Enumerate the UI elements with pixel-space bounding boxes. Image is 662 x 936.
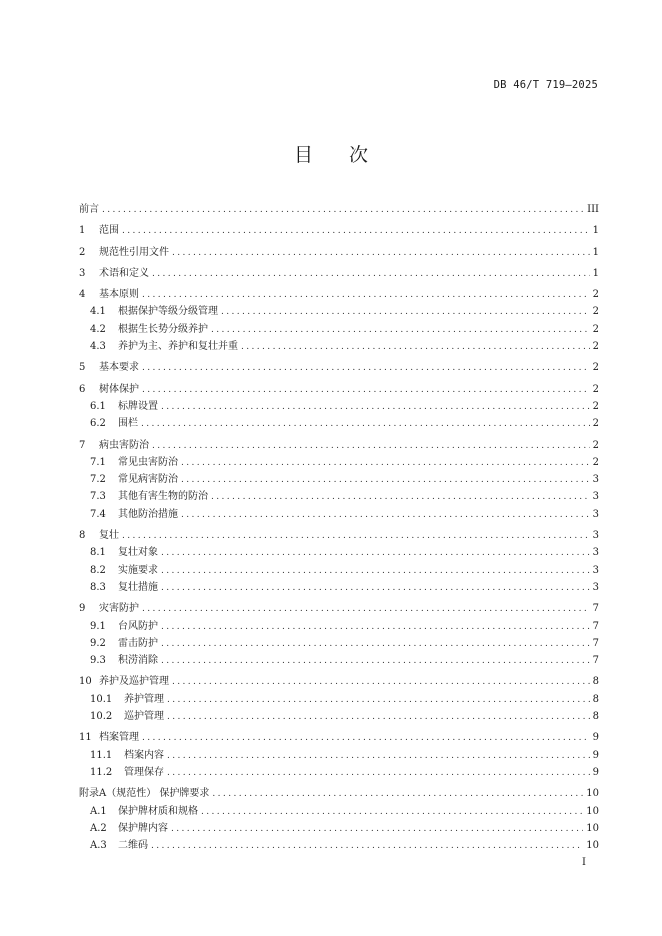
toc-dot-leader [141,416,590,433]
toc-entry[interactable] [79,244,599,261]
toc-entry-title: 围栏 [118,418,138,430]
toc-entry-number: A.3 [90,840,107,852]
toc-dot-leader [221,304,590,321]
toc-entry[interactable] [79,747,599,764]
toc-entry-number: 11.1 [90,749,113,761]
toc-entry-title: 管理保存 [124,766,164,778]
toc-entry-page: 3 [592,491,599,503]
toc-entry-title: 二维码 [118,840,148,852]
toc-entry[interactable] [79,729,599,746]
toc-entry-title: 积涝消除 [118,655,158,667]
toc-dot-leader [151,838,583,855]
toc-entry[interactable] [79,785,599,802]
toc-entry-title: 复壮措施 [118,581,158,593]
toc-entry-page: 3 [592,581,599,593]
toc-entry[interactable] [79,837,599,854]
page-number: I [582,857,586,868]
toc-entry-title: 养护管理 [124,693,164,705]
toc-dot-leader [161,653,590,670]
toc-entry-page: III [587,204,599,215]
toc-entry-title: 范围 [99,225,119,237]
toc-dot-leader [181,507,590,524]
toc-entry-page: 2 [592,400,599,412]
toc-entry-title: 复壮 [99,530,119,542]
toc-entry-title: 实施要求 [118,564,158,576]
toc-entry-page: 8 [592,711,599,723]
toc-entry-title: 术语和定义 [99,267,149,279]
toc-entry[interactable] [79,708,599,725]
toc-entry-page: 9 [592,732,599,744]
toc-entry-title: 标牌设置 [118,400,158,412]
toc-entry-page: 3 [592,530,599,542]
toc-entry[interactable] [79,265,599,282]
toc-dot-leader [161,545,590,562]
toc-entry-page: 1 [592,225,599,237]
toc-entry-number: 7.3 [90,491,106,503]
toc-entry-page: 2 [592,323,599,335]
toc-entry[interactable] [79,652,599,669]
toc-entry-title: 保护牌材质和规格 [118,805,198,817]
toc-entry-number: 2 [79,246,86,258]
toc-entry-number: 4.2 [90,323,106,335]
toc-entry-page: 10 [586,788,599,800]
toc-entry-number: 9.1 [90,620,106,632]
toc-dot-leader [181,472,590,489]
toc-entry-page: 3 [592,564,599,576]
toc-entry[interactable] [79,803,599,820]
toc-entry-title: 其他防治措施 [118,508,178,520]
toc-entry[interactable] [79,488,599,505]
toc-entry[interactable] [79,454,599,471]
toc-entry-title: 保护牌内容 [118,822,168,834]
toc-entry-number: 9.3 [90,655,106,667]
toc-entry-number: 4 [79,289,86,301]
toc-entry-title: 病虫害防治 [99,439,149,451]
toc-entry-page: 10 [586,805,599,817]
toc-entry[interactable] [79,437,599,454]
toc-entry-title: 树体保护 [99,383,139,395]
toc-entry-number: 6.2 [90,418,106,430]
toc-entry-page: 2 [592,383,599,395]
table-of-contents [79,201,599,854]
toc-entry-page: 7 [592,603,599,615]
toc-entry[interactable] [79,618,599,635]
toc-entry-page: 2 [592,418,599,430]
toc-entry-page: 8 [592,693,599,705]
toc-entry-number: 10.1 [90,693,113,705]
toc-entry[interactable] [79,286,599,303]
toc-entry-page: 8 [592,676,599,688]
toc-entry-number: 7.4 [90,508,106,520]
toc-entry[interactable] [79,506,599,523]
toc-entry-number: 10.2 [90,711,113,723]
toc-entry-title: 前言 [79,204,99,215]
toc-entry-number: 7 [79,439,86,451]
toc-entry[interactable] [79,321,599,338]
document-code: DB 46/T 719—2025 [493,79,598,91]
toc-entry-page: 2 [592,362,599,374]
toc-entry[interactable] [79,820,599,837]
toc-entry-title: 基本要求 [99,362,139,374]
toc-dot-leader [181,455,590,472]
toc-dot-leader [241,339,590,356]
toc-entry-title: 根据保护等级分级管理 [118,306,218,318]
toc-entry[interactable] [79,600,599,617]
toc-entry-number: 6 [79,383,86,395]
toc-entry[interactable] [79,359,599,376]
toc-entry-number: A.1 [90,805,107,817]
toc-dot-leader [102,202,584,219]
toc-entry-number: 10 [79,676,92,688]
toc-entry-number: 1 [79,225,86,237]
toc-entry-title: 档案管理 [99,732,139,744]
toc-entry-title: 基本原则 [99,289,139,301]
toc-dot-leader [211,489,590,506]
toc-entry-number: 4.3 [90,341,106,353]
toc-entry-number: 6.1 [90,400,106,412]
toc-dot-leader [142,287,590,304]
toc-entry-page: 9 [592,766,599,778]
toc-dot-leader [161,619,590,636]
toc-dot-leader [167,748,590,765]
page-title: 目次 [293,144,404,166]
toc-entry-title: 根据生长势分级养护 [118,323,208,335]
toc-entry[interactable] [79,415,599,432]
toc-entry-number: 5 [79,362,86,374]
toc-entry-number: 8.2 [90,564,106,576]
toc-dot-leader [172,245,590,262]
toc-entry-title: 其他有害生物的防治 [118,491,208,503]
toc-entry[interactable] [79,544,599,561]
toc-entry-page: 7 [592,655,599,667]
toc-dot-leader [167,692,590,709]
toc-entry-title: 巡护管理 [124,711,164,723]
toc-dot-leader [152,266,590,283]
toc-entry-title: 养护及巡护管理 [99,676,169,688]
toc-dot-leader [142,601,590,618]
toc-entry-page: 1 [592,246,599,258]
toc-entry[interactable] [79,222,599,239]
toc-dot-leader [211,322,590,339]
toc-entry-page: 7 [592,620,599,632]
toc-entry-number: 11 [79,732,92,744]
toc-entry-number: 8 [79,530,86,542]
toc-entry-page: 10 [586,822,599,834]
toc-entry-title: 雷击防护 [118,637,158,649]
toc-dot-leader [122,223,590,240]
toc-entry-number: 4.1 [90,306,106,318]
toc-entry[interactable] [79,303,599,320]
toc-dot-leader [161,563,590,580]
toc-entry[interactable] [79,579,599,596]
toc-entry-title: 灾害防护 [99,603,139,615]
toc-dot-leader [172,674,590,691]
toc-dot-leader [142,730,590,747]
toc-entry-page: 2 [592,439,599,451]
toc-entry-number: 8.1 [90,547,106,559]
toc-entry[interactable] [79,673,599,690]
toc-entry[interactable] [79,562,599,579]
toc-entry-title: 附录A（规范性） 保护牌要求 [79,788,210,800]
toc-entry-number: 11.2 [90,766,113,778]
toc-entry-title: 复壮对象 [118,547,158,559]
toc-entry-page: 10 [586,840,599,852]
toc-entry-page: 2 [592,341,599,353]
toc-entry-number: 9.2 [90,637,106,649]
toc-entry[interactable] [79,381,599,398]
toc-entry-number: 7.1 [90,456,106,468]
toc-entry[interactable] [79,527,599,544]
toc-entry-number: A.2 [90,822,107,834]
toc-dot-leader [142,382,590,399]
toc-entry-page: 7 [592,637,599,649]
toc-dot-leader [122,528,590,545]
toc-dot-leader [167,709,590,726]
toc-entry[interactable] [79,398,599,415]
toc-entry[interactable] [79,471,599,488]
toc-entry-page: 2 [592,289,599,301]
toc-dot-leader [171,821,583,838]
toc-entry-title: 规范性引用文件 [99,246,169,258]
toc-dot-leader [201,804,583,821]
toc-dot-leader [167,765,590,782]
toc-dot-leader [161,580,590,597]
toc-entry[interactable] [79,764,599,781]
toc-entry-page: 2 [592,456,599,468]
toc-entry-title: 档案内容 [124,749,164,761]
toc-dot-leader [161,636,590,653]
toc-entry-number: 9 [79,603,86,615]
toc-entry-number: 3 [79,267,86,279]
toc-dot-leader [142,360,590,377]
toc-entry-number: 8.3 [90,581,106,593]
toc-entry-page: 3 [592,508,599,520]
toc-entry-page: 3 [592,474,599,486]
toc-entry-page: 2 [592,306,599,318]
toc-dot-leader [161,399,590,416]
toc-dot-leader [152,438,590,455]
toc-entry[interactable] [79,691,599,708]
toc-entry-title: 台风防护 [118,620,158,632]
toc-entry-number: 7.2 [90,474,106,486]
toc-entry-page: 1 [592,267,599,279]
toc-entry[interactable] [79,635,599,652]
toc-entry-title: 常见病害防治 [118,474,178,486]
toc-entry-page: 3 [592,547,599,559]
toc-entry[interactable] [79,201,599,218]
toc-entry-page: 9 [592,749,599,761]
toc-entry[interactable] [79,338,599,355]
toc-entry-title: 养护为主、养护和复壮并重 [118,341,238,353]
toc-entry-title: 常见虫害防治 [118,456,178,468]
toc-dot-leader [212,786,583,803]
